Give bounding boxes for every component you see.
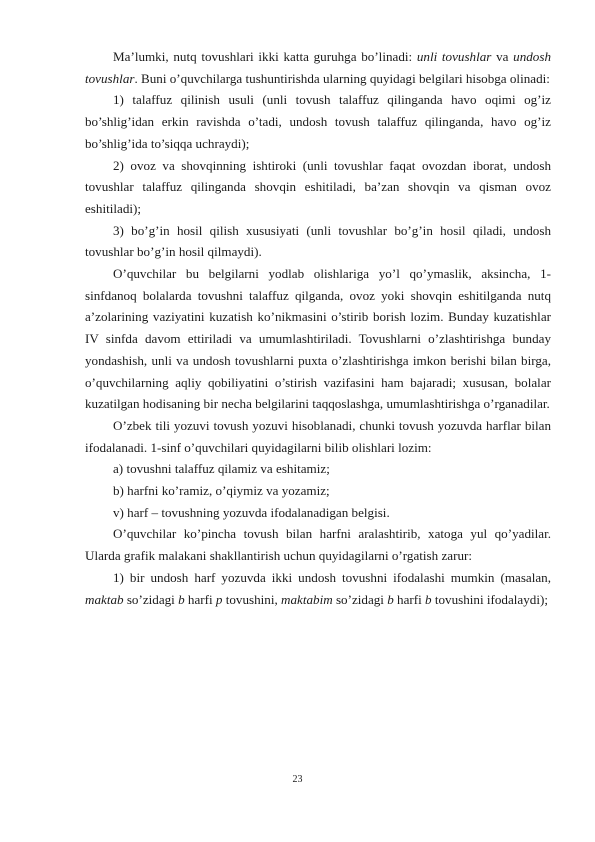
italic-term: p xyxy=(215,591,223,607)
italic-term: unli tovushlar xyxy=(416,49,492,64)
text-run: harfi xyxy=(184,591,216,607)
text-run: so’zidagi xyxy=(332,591,388,607)
paragraph-2: 1) talaffuz qilinish usuli (unli tovush talaffuz qilinganda havo oqimi og’iz bo’shlig’idan erkin ravishda o’tadi, undosh tovush talaffuz qilinganda, havo og’iz bo’shlig’ida to’siqqa uchraydi); xyxy=(85,92,551,151)
paragraph-10: O’quvchilar ko’pincha tovush bilan harfni aralashtirib, xatoga yul qo’yadilar. Ularda grafik malakani shakllantirish uchun quyidagilarni o’rgatish zarur: xyxy=(85,526,551,564)
italic-term: b xyxy=(387,591,394,607)
italic-term: undosh tovushlar xyxy=(85,49,551,86)
paragraph-3: 2) ovoz va shovqinning ishtiroki (unli tovushlar faqat ovozdan iborat, undosh tovushlar talaffuz qilinganda shovqin eshitiladi, ba’zan shovqin va qisman ovoz eshitiladi); xyxy=(85,157,551,216)
text-run: 1) bir undosh harf yozuvda ikki undosh tovushni ifodalashi mumkin (masalan, xyxy=(113,569,551,585)
text-run: so’zidagi xyxy=(123,591,179,607)
paragraph-11 xyxy=(85,567,551,610)
italic-term: b xyxy=(425,591,432,607)
document-body xyxy=(85,46,551,610)
italic-term: maktabim xyxy=(281,591,333,607)
paragraph-8: b) harfni ko’ramiz, o’qiymiz va yozamiz; xyxy=(113,483,330,499)
text-run: . Buni o’quvchilarga tushuntirishda ularning quyidagi belgilari hisobga olinadi: xyxy=(134,70,550,86)
italic-term: b xyxy=(178,591,185,607)
text-run: harfi xyxy=(393,591,426,607)
paragraph-1 xyxy=(85,46,551,89)
paragraph-6: O’zbek tili yozuvi tovush yozuvi hisoblanadi, chunki tovush yozuvda harflar bilan ifodalanadi. 1-sinf o’quvchilari quyidagilarni bilib olishlari lozim: xyxy=(85,417,551,455)
text-run: va xyxy=(491,49,514,64)
paragraph-5: O’quvchilar bu belgilarni yodlab olishlariga yo’l qo’ymaslik, aksincha, 1-sinfdanoq bolalarda tovushni talaffuz qilganda, ovoz yoki shovqin eshitilganda nutq a’zolarining vaziyatini kuzatish ko’nikmasini o’stirib borish lozim. Bunday kuzatishlar IV sinfda davom ettiriladi va umumlashtiriladi. Tovushlarni o’zlashtirishga bunday yondashish, unli va undosh tovushlarni puxta o’zlashtirishga imkon berishi bilan birga, o’quvchilarning aqliy qobiliyatini o’stirish vazifasini ham bajaradi; xususan, bolalar kuzatilgan hodisaning bir necha belgilarini taqqoslashga, umumlashtirishga o’rganadilar. xyxy=(85,266,551,412)
italic-term: maktab xyxy=(85,591,124,607)
paragraph-9: v) harf – tovushning yozuvda ifodalanadigan belgisi. xyxy=(113,504,390,520)
paragraph-7: a) tovushni talaffuz qilamiz va eshitamiz; xyxy=(113,461,330,477)
paragraph-4: 3) bo’g’in hosil qilish xususiyati (unli tovushlar bo’g’in hosil qiladi, undosh tovushlar bo’g’in hosil qilmaydi). xyxy=(85,222,551,260)
text-run: tovushini, xyxy=(222,591,282,607)
page-number: 23 xyxy=(292,774,303,785)
text-run: tovushini ifodalaydi); xyxy=(431,591,548,607)
text-run: Ma’lumki, nutq tovushlari ikki katta guruhga bo’linadi: xyxy=(113,49,417,64)
